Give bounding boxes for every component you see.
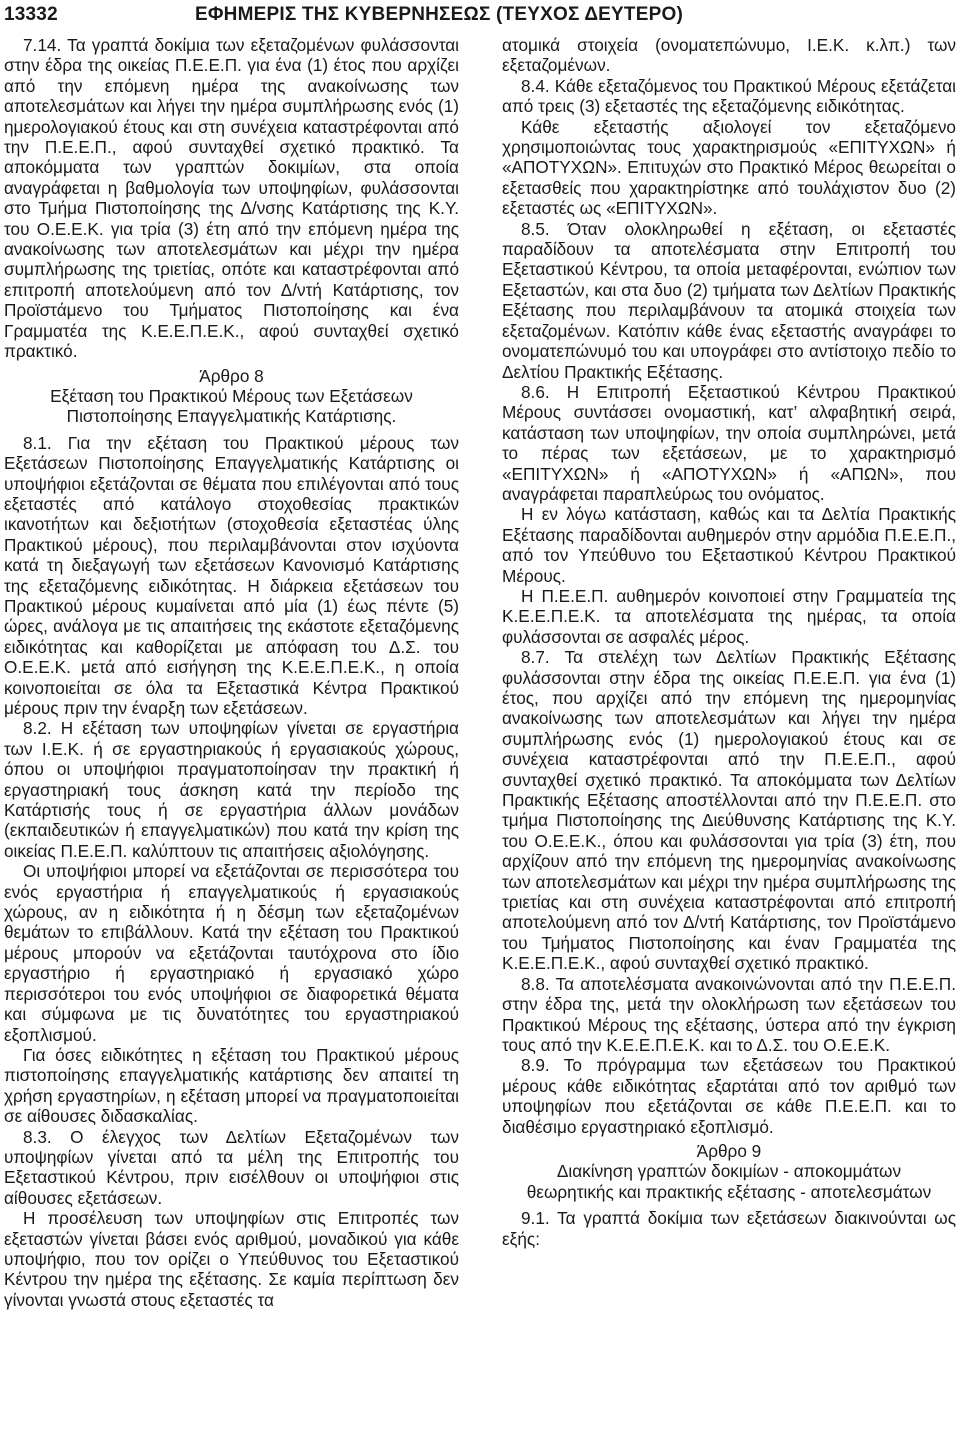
article-9-heading [502, 1141, 956, 1202]
paragraph-8-7: 8.7. Τα στελέχη των Δελτίων Πρακτικής Εξέτασης φυλάσσονται στην έδρα της οικείας Π.Ε.Ε.Π. για ένα (1) έτος, που αρχίζει από την επόμενη της ημερομηνίας ανακοίνωσης των αποτελεσμάτων και λήγει την ημέρα συμπλήρωσης ενός (1) ημερολογιακού έτους και σε συνέχεια καταστρέφονται από την Π.Ε.Ε.Π., αφού συνταχθεί σχετικό πρακτικό. Τα αποκόμματα των Δελτίων Πρακτικής Εξέτασης αποστέλλονται από την Π.Ε.Ε.Π. στο τμήμα Πιστοποίησης της Διεύθυνσης Κατάρτισης της Κ.Υ. του Ο.Ε.Ε.Κ., όπου και φυλάσσονται για τρία (3) έτη, που αρχίζουν από την επόμενη της ημερομηνίας ανακοίνωσης των αποτελεσμάτων και μέχρι την ημέρα συμπλήρωσης της τριετίας και στη συνέχεια καταστρέφονται από επιτροπή αποτελούμενη από τον Δ/ντή Κατάρτισης, τον Προϊστάμενο του Τμήματος Πιστοποίησης και έναν Γραμματέα της Κ.Ε.Ε.Π.Ε.Κ., αφού συνταχθεί σχετικό πρακτικό. [502, 647, 956, 974]
paragraph-8-2-classrooms: Για όσες ειδικότητες η εξέταση του Πρακτικού μέρους πιστοποίησης επαγγελματικής κατάρτισης δεν απαιτεί τη χρήση εργαστηρίων, η εξέταση μπορεί να πραγματοποιείται σε αίθουσες διδασκαλίας. [4, 1044, 459, 1127]
paragraph-8-2: 8.2. Η εξέταση των υποψηφίων γίνεται σε εργαστήρια των Ι.Ε.Κ. ή σε εργαστηριακούς ή εργασιακούς χώρους, όπου οι υποψήφιοι πραγματοποίησαν την πρακτική ή εργαστηριακή τους άσκηση κατά την περίοδο της Κατάρτισής τους ή σε εργαστήρια άλλων μονάδων (εκπαιδευτικών ή επαγγελματικών) που κατά την κρίση της οικείας Π.Ε.Ε.Π. καλύπτουν τις απαιτήσεις αξιολόγησης. [4, 718, 459, 861]
paragraph-8-6-notification: Η Π.Ε.Ε.Π. αυθημερόν κοινοποιεί στην Γραμματεία της Κ.Ε.Ε.Π.Ε.Κ. τα αποτελέσματα της ημέρας, τα οποία φυλάσσονται σε ασφαλές μέρος. [502, 585, 956, 647]
paragraph-8-9: 8.9. Το πρόγραμμα των εξετάσεων του Πρακτικού μέρους κάθε ειδικότητας εξαρτάται από τον αριθμό των υποψηφίων που εξετάζονται σε κάθε Π.Ε.Ε.Π. και το διαθέσιμο εργαστηριακό εξοπλισμό. [502, 1055, 956, 1137]
article-8-subtitle-line-1: Εξέταση του Πρακτικού Μέρους των Εξετάσεων [50, 385, 413, 406]
paragraph-8-1: 8.1. Για την εξέταση του Πρακτικού μέρους των Εξετάσεων Πιστοποίησης Επαγγελματικής Κατάρτισης οι υποψήφιοι εξετάζονται σε θέματα που επιλέγονται από τους εξεταστές από κατάλογο στοχοθεσίας πρακτικών ικανοτήτων και δεξιοτήτων (στοχοθεσία εξεταστέας ύλης Πρακτικού μέρους), που περιλαμβάνονται στον ισχύοντα κατά τη διεξαγωγή των εξετάσεων Κανονισμό Κατάρτισης της εξεταζόμενης ειδικότητας. Η διάρκεια εξετάσεων του Πρακτικού μέρους κυμαίνεται από μία (1) έως πέντε (5) ώρες, ανάλογα με τις απαιτήσεις της εκάστοτε εξεταζόμενης ειδικότητας και καθορίζεται με απόφαση του Δ.Σ. του Ο.Ε.Ε.Κ. μετά από εισήγηση της Κ.Ε.Ε.Π.Ε.Κ., η οποία κοινοποιείται σε όλα τα Εξεταστικά Κέντρα Πρακτικού μέρους πριν την έναρξη των εξετάσεων. [4, 432, 459, 718]
paragraph-8-3: 8.3. Ο έλεγχος των Δελτίων Εξεταζομένων των υποψηφίων γίνεται από τα μέλη της Επιτροπής του Εξεταστικού Κέντρου, πριν εισέλθουν οι υποψήφιοι στις αίθουσες εξετάσεων. [4, 1126, 459, 1208]
paragraph-continuation: ατομικά στοιχεία (ονοματεπώνυμο, Ι.Ε.Κ. κ.λπ.) των εξεταζομένων. [502, 35, 956, 76]
article-8-heading [4, 366, 459, 427]
paragraph-8-2-workshops: Οι υποψήφιοι μπορεί να εξετάζονται σε περισσότερα του ενός εργαστήρια ή επαγγελματικούς ή εργασιακούς χώρους, αν η ειδικότητα ή η δέσμη των εξεταζομένων θεμάτων το επιβάλλουν. Κατά την εξέταση του Πρακτικού μέρους μπορούν να εξετάζονται ταυτόχρονα στο ίδιο εργαστήριο ή εργαστηριακό ή εργασιακό χώρο περισσότεροι του ενός υποψήφιοι σε διαφορετικά θέματα και σύμφωνα με τις δυνατότητες του εργαστηριακού εξοπλισμού. [4, 861, 459, 1045]
paragraph-8-4: 8.4. Κάθε εξεταζόμενος του Πρακτικού Μέρους εξετάζεται από τρεις (3) εξεταστές της εξεταζόμενης ειδικότητας. [502, 75, 956, 117]
paragraph-8-3-attendance: Η προσέλευση των υποψηφίων στις Επιτροπές των εξεταστών γίνεται βάσει ενός αριθμού, μοναδικού για κάθε υποψήφιο, που τον ορίζει ο Υπεύθυνος του Εξεταστικού Κέντρου την ημέρα της εξέτασης. Σε καμία περίπτωση δεν γίνονται γνωστά στους εξεταστές τα [4, 1208, 459, 1310]
page-number: 13332 [4, 4, 58, 25]
gazette-title: ΕΦΗΜΕΡΙΣ ΤΗΣ ΚΥΒΕΡΝΗΣΕΩΣ (ΤΕΥΧΟΣ ΔΕΥΤΕΡΟ) [195, 4, 683, 25]
article-8-subtitle-line-2: Πιστοποίησης Επαγγελματικής Κατάρτισης. [66, 406, 397, 427]
paragraph-8-5: 8.5. Όταν ολοκληρωθεί η εξέταση, οι εξεταστές παραδίδουν τα αποτελέσματα στην Επιτροπή του Εξεταστικού Κέντρου, τα οποία μεταφέρονται, ενώπιον των Εξεταστών, και στα δυο (2) τμήματα των Δελτίων Πρακτικής Εξέτασης που περιλαμβάνουν τα ατομικά στοιχεία των εξεταζομένων. Κατόπιν κάθε ένας εξεταστής αναγράφει το ονοματεπώνυμό του και υπογράφει στο αντίστοιχο πεδίο το Δελτίου Πρακτικής Εξέτασης. [502, 218, 956, 382]
left-column [4, 35, 459, 1310]
article-9-subtitle-line-2: θεωρητικής και πρακτικής εξέτασης - αποτελεσμάτων [526, 1181, 932, 1202]
right-column [502, 35, 956, 1249]
paragraph-8-6-delivery: Η εν λόγω κατάσταση, καθώς και τα Δελτία Πρακτικής Εξέτασης παραδίδονται αυθημερόν στην αρμόδια Π.Ε.Ε.Π., από τον Υπεύθυνο του Εξεταστικού Κέντρου Πρακτικού Μέρους. [502, 504, 956, 586]
paragraph-8-6: 8.6. Η Επιτροπή Εξεταστικού Κέντρου Πρακτικού Μέρους συντάσσει ονομαστική, κατ’ αλφαβητική σειρά, κατάσταση των υποψηφίων, την οποία συμπληρώνει, μετά το πέρας των εξετάσεων, με το χαρακτηρισμό «ΕΠΙΤΥΧΩΝ» ή «ΑΠΟΤΥΧΩΝ» ή «ΑΠΩΝ», που αναγράφεται παραπλεύρως του ονόματος. [502, 381, 956, 504]
paragraph-8-8: 8.8. Τα αποτελέσματα ανακοινώνονται από την Π.Ε.Ε.Π. στην έδρα της, μετά την ολοκλήρωση των εξετάσεων του Πρακτικού Μέρους της εξέτασης, ύστερα από την έγκριση τους από την Κ.Ε.Ε.Π.Ε.Κ. και το Δ.Σ. του Ο.Ε.Ε.Κ. [502, 973, 956, 1055]
paragraph-8-4-evaluation: Κάθε εξεταστής αξιολογεί τον εξεταζόμενο χρησιμοποιώντας τους χαρακτηρισμούς «ΕΠΙΤΥΧΩΝ» ή «ΑΠΟΤΥΧΩΝ». Επιτυχών στο Πρακτικό Μέρος θεωρείται ο εξετασθείς που χαρακτηρίστηκε από τουλάχιστον δυο (2) εξεταστές ως «ΕΠΙΤΥΧΩΝ». [502, 116, 956, 219]
article-9-title: Άρθρο 9 [696, 1140, 762, 1161]
article-8-title: Άρθρο 8 [199, 365, 264, 386]
article-9-subtitle-line-1: Διακίνηση γραπτών δοκιμίων - αποκομμάτων [556, 1161, 902, 1182]
paragraph-7-14: 7.14. Τα γραπτά δοκίμια των εξεταζομένων φυλάσσονται στην έδρα της οικείας Π.Ε.Ε.Π. για ένα (1) έτος που αρχίζει από την επόμενη ημέρα της ανακοίνωσης των αποτελεσμάτων και λήγει την ημέρα συμπλήρωσης ενός (1) ημερολογιακού έτους και στη συνέχεια καταστρέφονται από την Π.Ε.Ε.Π., αφού συνταχθεί σχετικό πρακτικό. Τα αποκόμματα των γραπτών δοκιμίων, στα οποία αναγράφεται η βαθμολογία των υποψηφίων, φυλάσσονται στο Τμήμα Πιστοποίησης της Δ/νσης Κατάρτισης της Κ.Υ. του Ο.Ε.Ε.Κ. για τρία (3) έτη από την επόμενη ημέρα της ανακοίνωσης των αποτελεσμάτων και μέχρι την ημέρα συμπλήρωσης της τριετίας, οπότε και καταστρέφονται από επιτροπή αποτελούμενη από τον Δ/ντή Κατάρτισης, τον Προϊστάμενο του Τμήματος Πιστοποίησης και ένα Γραμματέα της Κ.Ε.Ε.Π.Ε.Κ., αφού συνταχθεί σχετικό πρακτικό. [4, 35, 459, 362]
paragraph-9-1: 9.1. Τα γραπτά δοκίμια των εξετάσεων διακινούνται ως εξής: [502, 1208, 956, 1249]
page-header [0, 4, 960, 32]
